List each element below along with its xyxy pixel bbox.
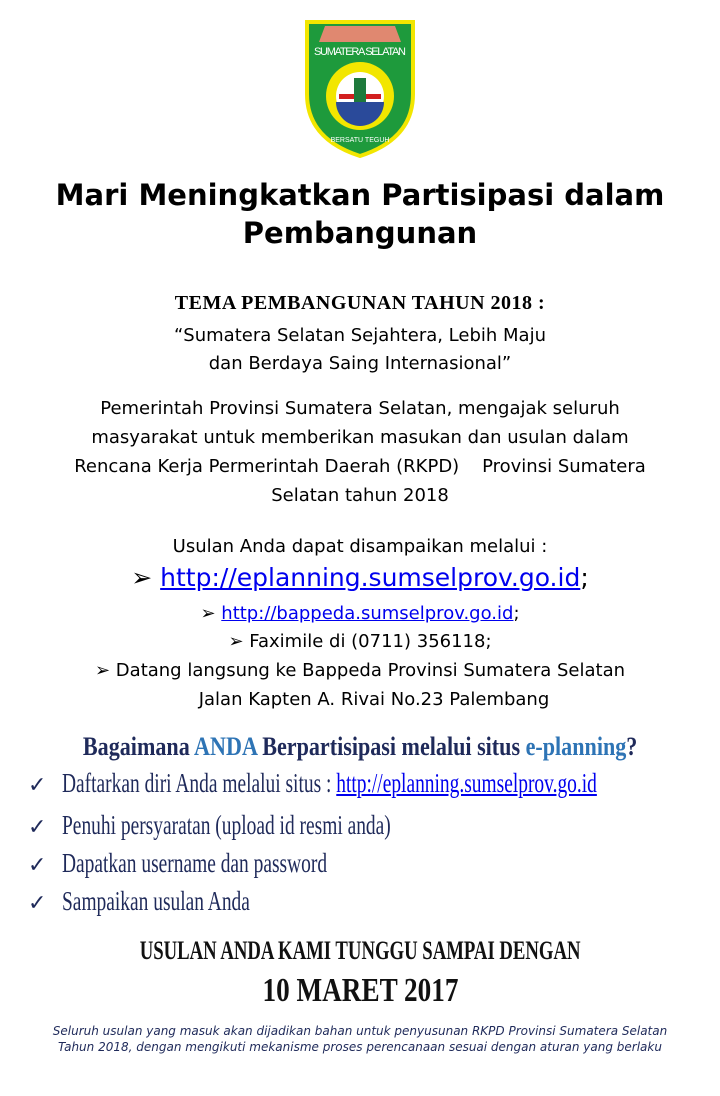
- deadline-date-text: 10 MARET 2017: [262, 972, 458, 1009]
- footnote-line-1: Seluruh usulan yang masuk akan dijadikan bahan untuk penyusunan RKPD Provinsi Sumatera Selatan: [52, 1024, 668, 1038]
- deadline-label: [0, 936, 720, 966]
- q-part: ?: [626, 732, 638, 761]
- step-text: Daftarkan diri Anda melalui situs :: [62, 768, 337, 798]
- intro-line-2: masyarakat untuk memberikan masukan dan usulan dalam: [91, 427, 629, 448]
- sumatera-selatan-emblem: [303, 14, 417, 158]
- title-line-2: Pembangunan: [242, 216, 478, 250]
- arrow-bullet-icon: ➢: [131, 563, 153, 592]
- checkmark-icon: ✓: [28, 853, 47, 878]
- step-text: Penuhi persyaratan (upload id resmi anda): [62, 810, 391, 840]
- theme-line-1: “Sumatera Selatan Sejahtera, Lebih Maju: [173, 325, 546, 346]
- channel-item: [0, 603, 720, 624]
- checkmark-icon: ✓: [28, 773, 47, 798]
- eplanning-link[interactable]: http://eplanning.sumselprov.go.id: [336, 768, 597, 798]
- how-heading: [0, 732, 720, 762]
- channel-item: [0, 660, 720, 681]
- q-highlight: e-planning: [525, 732, 627, 761]
- fax-text: Faximile di (0711) 356118;: [249, 631, 492, 652]
- checkmark-icon: ✓: [28, 891, 47, 916]
- bappeda-link[interactable]: http://bappeda.sumselprov.go.id: [221, 603, 514, 624]
- theme-line-2: dan Berdaya Saing Internasional”: [208, 353, 512, 374]
- deadline-label-text: USULAN ANDA KAMI TUNGGU SAMPAI DENGAN: [139, 936, 581, 965]
- step-text: Sampaikan usulan Anda: [62, 886, 250, 916]
- channel-item: [0, 631, 720, 652]
- q-part: Berpartisipasi melalui situs: [256, 732, 526, 761]
- step-item: [28, 886, 323, 917]
- intro-line-3: Rencana Kerja Permerintah Daerah (RKPD) Provinsi Sumatera: [74, 456, 646, 477]
- step-item: [28, 848, 430, 879]
- visit-text: Datang langsung ke Bappeda Provinsi Sumatera Selatan: [115, 660, 626, 681]
- step-text: Dapatkan username dan password: [62, 848, 328, 878]
- title-line-1: Mari Meningkatkan Partisipasi dalam: [55, 178, 665, 212]
- step-item: [28, 810, 519, 841]
- svg-text:BERSATU TEGUH: BERSATU TEGUH: [330, 137, 390, 144]
- address-text: Jalan Kapten A. Rivai No.23 Palembang: [198, 689, 550, 710]
- step-item: [28, 768, 720, 799]
- svg-text:SUMATERA SELATAN: SUMATERA SELATAN: [314, 46, 406, 58]
- arrow-bullet-icon: ➢: [94, 660, 111, 681]
- intro-line-1: Pemerintah Provinsi Sumatera Selatan, mengajak seluruh: [100, 398, 620, 419]
- checkmark-icon: ✓: [28, 815, 47, 840]
- theme-label: TEMA PEMBANGUNAN TAHUN 2018 :: [174, 292, 546, 314]
- suffix: ;: [580, 563, 589, 592]
- arrow-bullet-icon: ➢: [200, 603, 216, 624]
- arrow-bullet-icon: ➢: [228, 631, 244, 652]
- channel-item: [0, 563, 720, 592]
- q-part: Bagaimana: [82, 732, 194, 761]
- eplanning-link[interactable]: http://eplanning.sumselprov.go.id: [160, 563, 581, 592]
- channels-heading: Usulan Anda dapat disampaikan melalui :: [172, 536, 548, 557]
- q-highlight: ANDA: [193, 732, 257, 761]
- suffix: ;: [513, 603, 520, 624]
- deadline-date: [0, 972, 720, 1010]
- intro-line-4: Selatan tahun 2018: [271, 485, 449, 506]
- footnote-line-2: Tahun 2018, dengan mengikuti mekanisme proses perencanaan sesuai dengan aturan yang berlaku: [58, 1040, 662, 1054]
